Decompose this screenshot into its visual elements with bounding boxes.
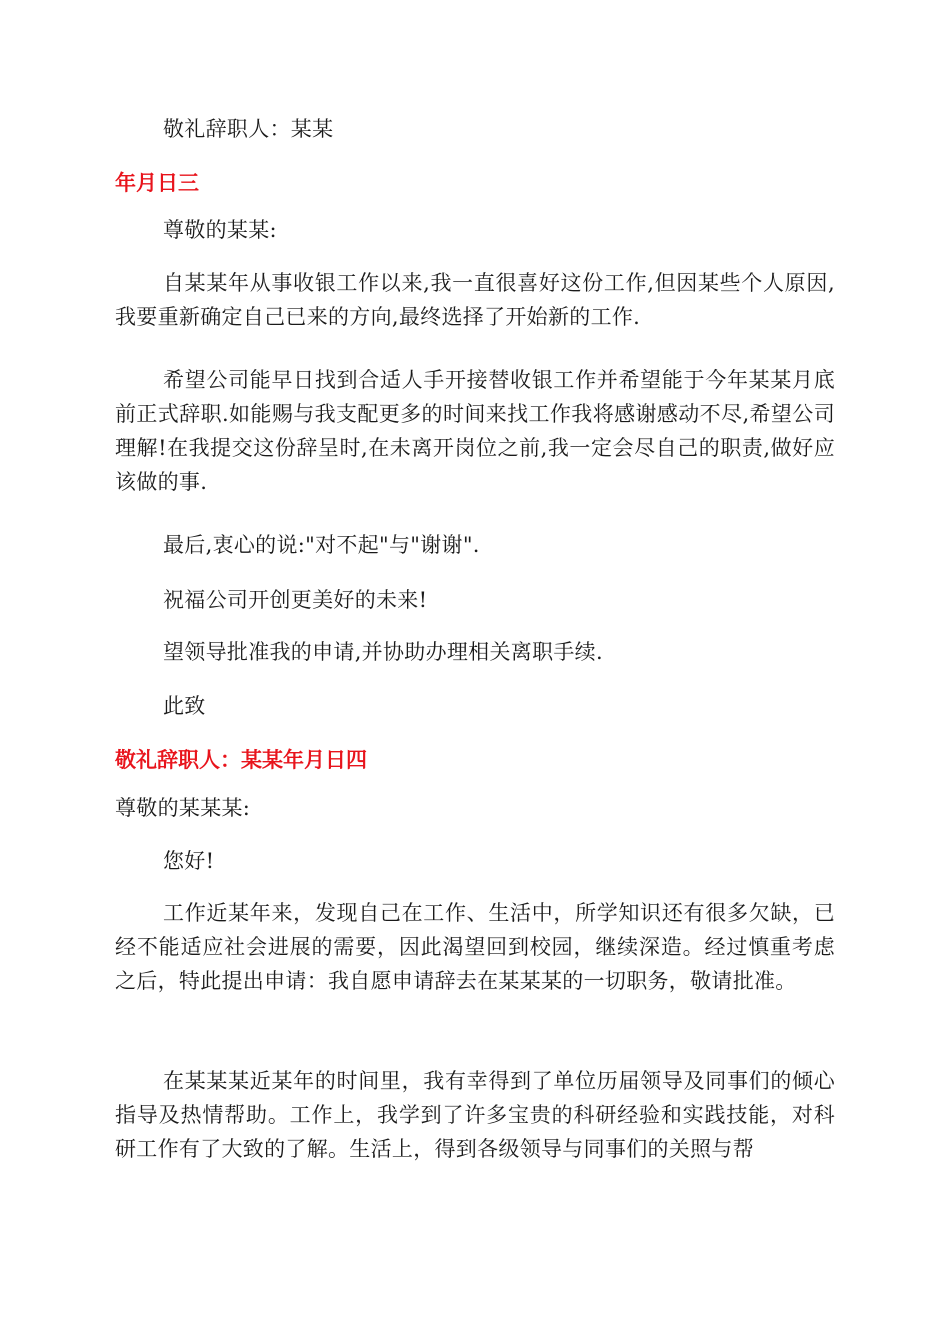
letter4-paragraph-1: 工作近某年来，发现自己在工作、生活中，所学知识还有很多欠缺，已经不能适应社会进展的需要，因此渴望回到校园，继续深造。经过慎重考虑之后，特此提出申请：我自愿申请辞去在某某某的一切职务，敬请批准。	[115, 901, 835, 993]
letter3-paragraph-4: 祝福公司开创更美好的未来!	[163, 588, 428, 612]
letter3-paragraph-2: 希望公司能早日找到合适人手开接替收银工作并希望能于今年某某月底前正式辞职.如能赐与我支配更多的时间来找工作我将感谢感动不尽,希望公司理解!在我提交这份辞呈时,在未离开岗位之前,我一定会尽自己的职责,做好应该做的事.	[115, 368, 835, 494]
letter3-closing: 此致	[163, 694, 206, 718]
letter3-paragraph-5: 望领导批准我的申请,并协助办理相关离职手续.	[163, 640, 603, 664]
letter4-greeting: 您好!	[163, 849, 215, 873]
letter4-paragraph-2: 在某某某近某年的时间里，我有幸得到了单位历届领导及同事们的倾心指导及热情帮助。工作上，我学到了许多宝贵的科研经验和实践技能，对科研工作有了大致的了解。生活上，得到各级领导与同事们的关照与帮	[115, 1069, 835, 1161]
letter3-salutation: 尊敬的某某:	[163, 218, 277, 242]
letter3-paragraph-1: 自某某年从事收银工作以来,我一直很喜好这份工作,但因某些个人原因,我要重新确定自己已来的方向,最终选择了开始新的工作.	[115, 271, 835, 329]
section-heading-4: 敬礼辞职人：某某年月日四	[115, 748, 367, 772]
letter4-salutation: 尊敬的某某某:	[115, 796, 251, 820]
section-heading-3: 年月日三	[115, 171, 199, 195]
letter3-paragraph-3: 最后,衷心的说:"对不起"与"谢谢".	[163, 533, 480, 557]
closing-signature-line: 敬礼辞职人：某某	[163, 117, 334, 141]
